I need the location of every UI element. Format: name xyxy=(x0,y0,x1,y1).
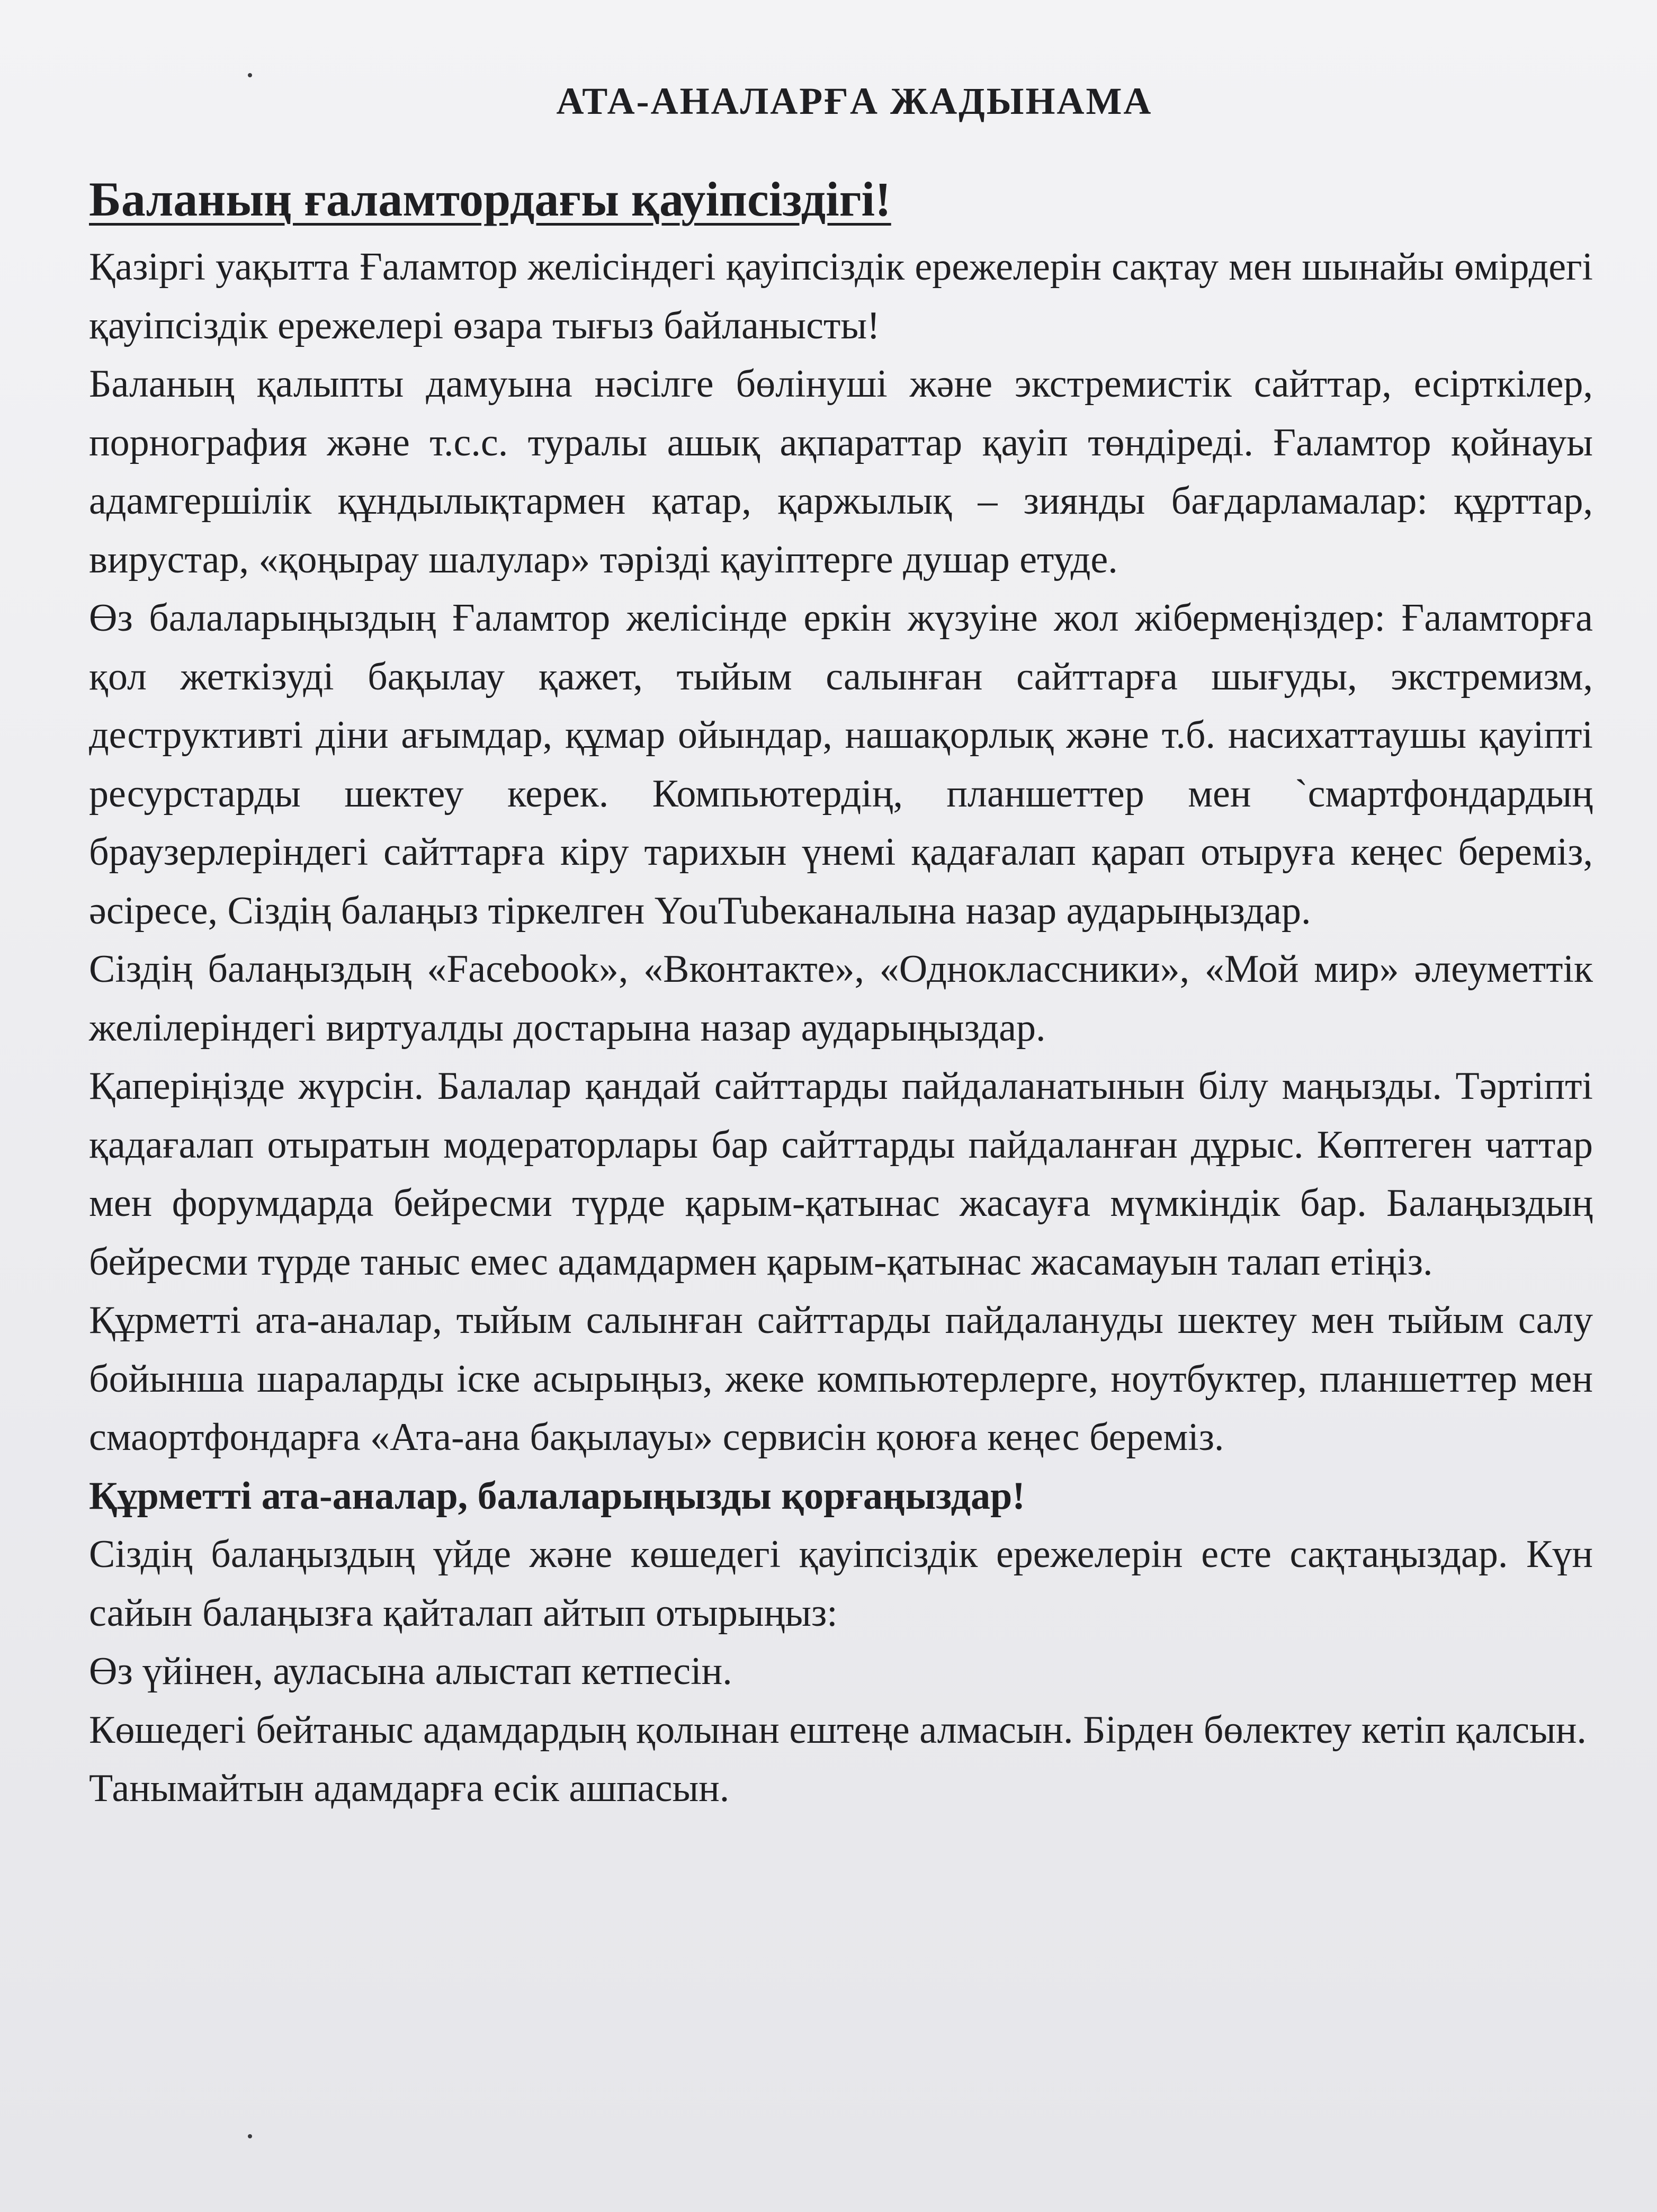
punch-dot xyxy=(248,73,252,77)
paragraph: Сіздің балаңыздың үйде және көшедегі қауіпсіздік ережелерін есте сақтаңыздар. Күн сайын балаңызға қайталап айтып отырыңыз: xyxy=(89,1533,1593,1635)
paragraph: Қазіргі уақытта Ғаламтор желісіндегі қауіпсіздік ережелерін сақтау мен шынайы өмірдегі қауіпсіздік ережелері өзара тығыз байланысты! xyxy=(89,245,1593,347)
paragraph: Құрметті ата-аналар, тыйым салынған сайттарды пайдалануды шектеу мен тыйым салу бойынша шараларды іске асырыңыз, жеке компьютерлерге, ноутбуктер, планшеттер мен смаортфондарға «Ата-ана бақылауы» сервисін қоюға кеңес береміз. xyxy=(89,1298,1593,1459)
paragraph: Танымайтын адамдарға есік ашпасын. xyxy=(89,1767,730,1811)
punch-dot xyxy=(248,2134,252,2138)
document-subtitle: Баланың ғаламтордағы қауіпсіздігі! xyxy=(89,172,891,226)
paragraph: Сіздің балаңыздың «Facebook», «Вконтакте», «Одноклассники», «Мой мир» әлеуметтік желілеріндегі виртуалды достарына назар аударыңыздар. xyxy=(89,947,1593,1050)
paragraph: Көшедегі бейтаныс адамдардың қолынан ештеңе алмасын. Бірден бөлектеу кетіп қалсын. xyxy=(89,1708,1587,1752)
document-header: АТА-АНАЛАРҒА ЖАДЫНАМА xyxy=(556,80,1153,122)
paragraph: Қаперіңізде жүрсін. Балалар қандай сайттарды пайдаланатынын білу маңызды. Тәртіпті қадағалап отыратын модераторлары бар сайттарды пайдаланған дұрыс. Көптеген чаттар мен форумдарда бейресми түрде қарым-қатынас жасауға мүмкіндік бар. Балаңыздың бейресми түрде таныс емес адамдармен қарым-қатынас жасамауын талап етіңіз. xyxy=(89,1064,1593,1284)
paragraph: Өз балаларыңыздың Ғаламтор желісінде еркін жүзуіне жол жібермеңіздер: Ғаламторға қол жеткізуді бақылау қажет, тыйым салынған сайттарға шығуды, экстремизм, деструктивті діни ағымдар, құмар ойындар, нашақорлық және т.б. насихаттаушы қауіпті ресурстарды шектеу керек. Компьютердің, планшеттер мен `смартфондардың браузерлеріндегі сайттарға кіру тарихын үнемі қадағалап қарап отыруға кеңес береміз, әсіресе, Сіздің балаңыз тіркелген YouTubeканалына назар аударыңыздар. xyxy=(89,596,1593,933)
bold-appeal: Құрметті ата-аналар, балаларыңызды қорғаңыздар! xyxy=(89,1474,1025,1518)
paragraph: Өз үйінен, ауласына алыстап кетпесін. xyxy=(89,1650,732,1694)
paragraph: Баланың қалыпты дамуына нәсілге бөлінуші және экстремистік сайттар, есірткілер, порнография және т.с.с. туралы ашық ақпараттар қауіп төндіреді. Ғаламтор қойнауы адамгершілік құндылықтармен қатар, қаржылық – зиянды бағдарламалар: құрттар, вирустар, «қоңырау шалулар» тәрізді қауіптерге душар етуде. xyxy=(89,362,1593,581)
